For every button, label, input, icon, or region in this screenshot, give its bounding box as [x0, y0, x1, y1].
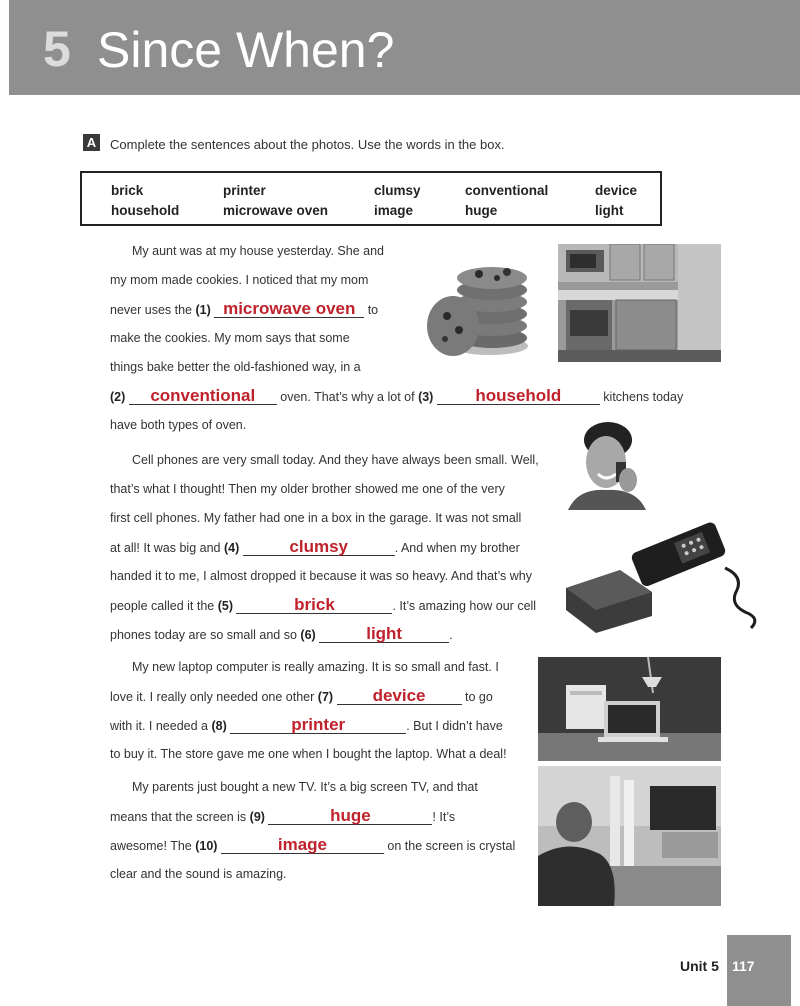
blank-number: (3) — [418, 390, 434, 404]
text-line: My parents just bought a new TV. It’s a big screen TV, and that — [132, 780, 478, 794]
answer-blank: light — [319, 626, 449, 643]
line-text: never uses the — [110, 303, 196, 317]
text-line — [110, 717, 503, 734]
cookies-photo — [415, 244, 545, 364]
text-line: things bake better the old-fashioned way, in a — [110, 360, 361, 374]
man-on-phone-photo — [558, 420, 648, 510]
answer-blank: household — [437, 388, 600, 405]
text-line: make the cookies. My mom says that some — [110, 331, 350, 345]
answer-blank: image — [221, 837, 384, 854]
line-text: phones today are so small and so — [110, 628, 301, 642]
kitchen-photo — [558, 244, 721, 362]
word-box — [80, 171, 662, 226]
word-box-item: brick — [111, 183, 144, 198]
page-number-tab — [727, 935, 791, 1006]
line-text: awesome! The — [110, 839, 196, 853]
exercise-instructions: Complete the sentences about the photos. Use the words in the box. — [110, 137, 505, 152]
word-box-item: conventional — [465, 183, 549, 198]
text-line — [110, 626, 453, 643]
exercise-badge: A — [83, 134, 100, 151]
word-box-item: image — [374, 203, 414, 218]
page-number: 117 — [732, 958, 755, 974]
text-line: that’s what I thought! Then my older brother showed me one of the very — [110, 482, 505, 496]
unit-number: 5 — [43, 21, 71, 77]
blank-number: (9) — [249, 810, 265, 824]
text-line: have both types of oven. — [110, 418, 247, 432]
line-text: at all! It was big and — [110, 541, 224, 555]
blank-number: (2) — [110, 390, 126, 404]
blank-number: (8) — [211, 719, 227, 733]
line-text: . And when my brother — [394, 541, 520, 555]
word-box-item: device — [595, 183, 638, 198]
word-box-item: huge — [465, 203, 498, 218]
line-text: love it. I really only needed one other — [110, 690, 318, 704]
line-text: on the screen is crystal — [383, 839, 516, 853]
blank-number: (5) — [217, 599, 233, 613]
text-line: first cell phones. My father had one in a box in the garage. It was not small — [110, 511, 522, 525]
answer-blank: printer — [230, 717, 406, 734]
old-phone-brick-photo — [560, 518, 760, 633]
line-text: with it. I needed a — [110, 719, 212, 733]
text-line — [110, 301, 378, 318]
text-line: My aunt was at my house yesterday. She and — [132, 244, 384, 258]
laptop-printer-photo — [538, 657, 721, 761]
man-watching-tv-photo — [538, 766, 721, 906]
blank-number: (4) — [223, 541, 240, 555]
text-line: to buy it. The store gave me one when I bought the laptop. What a deal! — [110, 747, 507, 761]
answer-blank: microwave oven — [214, 301, 364, 318]
blank-number: (1) — [195, 303, 211, 317]
answer-blank: brick — [236, 597, 392, 614]
line-text: oven. That’s why a lot of — [276, 390, 419, 404]
line-text: means that the screen is — [110, 810, 250, 824]
blank-number: (6) — [300, 628, 316, 642]
line-text: people called it the — [110, 599, 218, 613]
answer-blank: conventional — [129, 388, 277, 405]
word-box-item: printer — [223, 183, 266, 198]
line-text: to go — [461, 690, 493, 704]
line-text: kitchens today — [599, 390, 684, 404]
word-box-item: microwave oven — [223, 203, 329, 218]
text-line: clear and the sound is amazing. — [110, 867, 287, 881]
text-line — [110, 837, 515, 854]
line-text: ! It’s — [432, 810, 456, 824]
text-line: my mom made cookies. I noticed that my mom — [110, 273, 369, 287]
blank-number: (10) — [195, 839, 218, 853]
text-line — [110, 808, 455, 825]
text-line: Cell phones are very small today. And they have always been small. Well, — [132, 453, 539, 467]
word-box-item: clumsy — [374, 183, 421, 198]
word-box-item: light — [595, 203, 624, 218]
text-line — [110, 688, 493, 705]
text-line: My new laptop computer is really amazing. It is so small and fast. I — [132, 660, 499, 674]
answer-blank: clumsy — [243, 539, 395, 556]
answer-blank: huge — [268, 808, 432, 825]
text-line — [110, 539, 520, 556]
answer-blank: device — [337, 688, 462, 705]
unit-header — [9, 0, 800, 95]
word-box-item: household — [111, 203, 180, 218]
footer-unit-label: Unit 5 — [680, 958, 719, 974]
line-text: to — [364, 303, 379, 317]
line-text: . It’s amazing how our cell — [392, 599, 537, 613]
text-line: handed it to me, I almost dropped it because it was so heavy. And that’s why — [110, 569, 533, 583]
text-line — [110, 597, 536, 614]
line-text: . But I didn’t have — [406, 719, 503, 733]
blank-number: (7) — [317, 690, 334, 704]
unit-title: Since When? — [97, 22, 395, 78]
text-line — [110, 388, 683, 405]
line-text: . — [449, 628, 453, 642]
